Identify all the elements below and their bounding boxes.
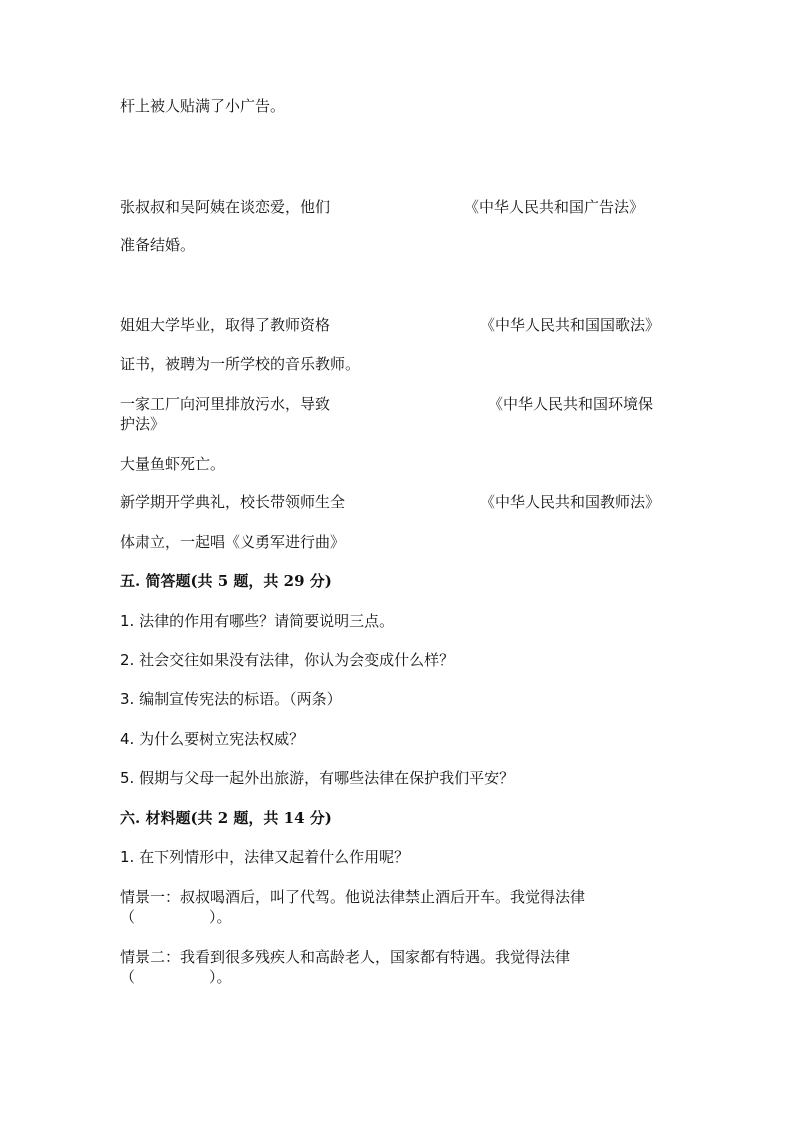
scene-1-close-paren: ）。 xyxy=(209,908,232,926)
matching-left-2: 张叔叔和吴阿姨在谈恋爱，他们 xyxy=(120,198,331,216)
scene-2-open-paren: （ xyxy=(120,968,136,986)
section5-q4: 4. 为什么要树立宪法权威？ xyxy=(120,730,305,748)
matching-left-2-cont: 准备结婚。 xyxy=(120,236,196,254)
matching-right-3: 《中华人民共和国环境保 xyxy=(488,395,654,413)
matching-left-5: 新学期开学典礼，校长带领师生全 xyxy=(120,493,346,511)
section5-q2: 2. 社会交往如果没有法律，你认为会变成什么样？ xyxy=(120,651,455,669)
matching-right-1: 《中华人民共和国广告法》 xyxy=(464,198,645,216)
section5-q3: 3. 编制宣传宪法的标语。（两条） xyxy=(120,690,342,708)
scene-1-text: 情景一：叔叔喝酒后，叫了代驾。他说法律禁止酒后开车。我觉得法律 xyxy=(120,888,586,906)
section6-title: 六. 材料题(共 2 题，共 14 分) xyxy=(120,809,332,827)
section5-title: 五. 简答题(共 5 题，共 29 分) xyxy=(120,572,332,590)
matching-left-5-cont: 体肃立，一起唱《义勇军进行曲》 xyxy=(120,533,346,551)
matching-left-3-cont: 证书，被聘为一所学校的音乐教师。 xyxy=(120,355,361,373)
matching-right-2: 《中华人民共和国国歌法》 xyxy=(480,316,661,334)
matching-left-1: 杆上被人贴满了小广告。 xyxy=(120,97,286,115)
scene-2-close-paren: ）。 xyxy=(209,968,232,986)
scene-1-answer xyxy=(120,907,232,927)
scene-2-answer xyxy=(120,967,232,987)
section5-q5: 5. 假期与父母一起外出旅游，有哪些法律在保护我们平安？ xyxy=(120,769,515,787)
matching-left-4: 一家工厂向河里排放污水，导致 xyxy=(120,395,331,413)
scene-1-open-paren: （ xyxy=(120,908,136,926)
matching-left-4-cont: 大量鱼虾死亡。 xyxy=(120,455,226,473)
section6-q1: 1. 在下列情形中，法律又起着什么作用呢？ xyxy=(120,848,410,866)
matching-right-3-cont: 护法》 xyxy=(120,415,166,433)
matching-left-3: 姐姐大学毕业，取得了教师资格 xyxy=(120,316,331,334)
matching-right-4: 《中华人民共和国教师法》 xyxy=(480,493,661,511)
scene-2-text: 情景二：我看到很多残疾人和高龄老人，国家都有特遇。我觉得法律 xyxy=(120,948,571,966)
section5-q1: 1. 法律的作用有哪些？请简要说明三点。 xyxy=(120,612,395,630)
